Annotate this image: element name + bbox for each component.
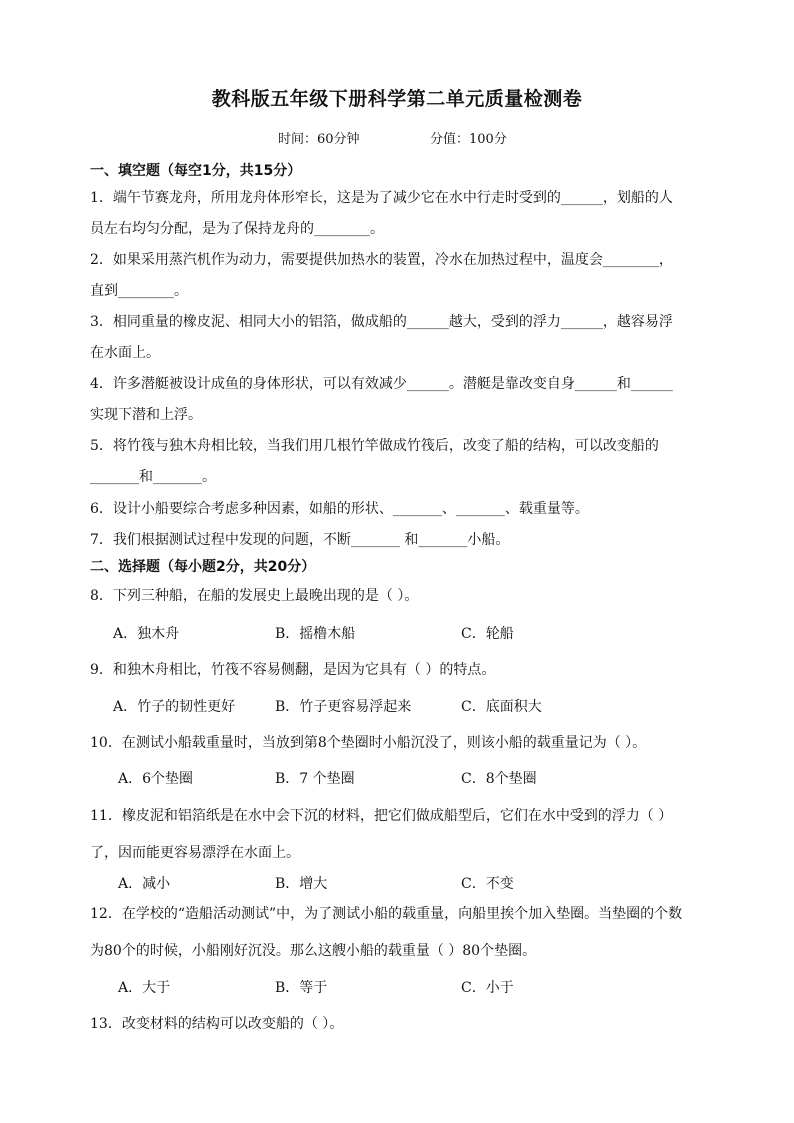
question-line: 直到________。 — [90, 283, 188, 299]
option-a: A．竹子的韧性更好 — [113, 699, 236, 715]
option-a: A．6个垫圈 — [118, 771, 194, 787]
option-b: B．竹子更容易浮起来 — [275, 699, 412, 715]
option-c: C．8个垫圈 — [461, 771, 537, 787]
question-stem: 10．在测试小船载重量时，当放到第8个垫圈时小船沉没了，则该小船的载重量记为（ ）。 — [90, 735, 647, 751]
question-stem: 11．橡皮泥和铝箔纸是在水中会下沉的材料，把它们做成船型后，它们在水中受到的浮力（ ） — [90, 808, 673, 824]
question-line: _______和_______。 — [90, 469, 216, 485]
exam-score: 分值：100分 — [430, 132, 507, 147]
question-line: 员左右均匀分配，是为了保持龙舟的________。 — [90, 221, 384, 237]
section-heading-fill-blank: 一、填空题（每空1分，共15分） — [90, 163, 302, 179]
exam-time: 时间：60分钟 — [278, 132, 360, 147]
option-c: C．不变 — [461, 876, 514, 892]
option-a: A．大于 — [118, 980, 171, 996]
question-line: 3．相同重量的橡皮泥、相同大小的铝箔，做成船的______越大，受到的浮力______，越容易浮 — [90, 314, 673, 330]
option-b: B．增大 — [275, 876, 328, 892]
option-b: B．等于 — [275, 980, 328, 996]
question-line: 2．如果采用蒸汽机作为动力，需要提供加热水的装置，冷水在加热过程中，温度会________， — [90, 252, 673, 268]
question-stem: 12．在学校的“造船活动测试”中，为了测试小船的载重量，向船里挨个加入垫圈。当垫圈的个数 — [90, 906, 683, 922]
page-title: 教科版五年级下册科学第二单元质量检测卷 — [211, 88, 583, 110]
option-c: C．小于 — [461, 980, 514, 996]
option-b: B．摇橹木船 — [275, 626, 356, 642]
section-heading-choice: 二、选择题（每小题2分，共20分） — [90, 559, 316, 575]
question-stem: 了，因而能更容易漂浮在水面上。 — [90, 845, 300, 861]
question-line: 1．端午节赛龙舟，所用龙舟体形窄长，这是为了减少它在水中行走时受到的______，划船的人 — [90, 190, 673, 206]
option-a: A．减小 — [118, 876, 171, 892]
option-c: C．底面积大 — [461, 699, 542, 715]
option-a: A．独木舟 — [113, 626, 180, 642]
option-b: B．7 个垫圈 — [275, 771, 355, 787]
question-line: 6．设计小船要综合考虑多种因素，如船的形状、_______、_______、载重量等。 — [90, 501, 589, 517]
question-stem: 9．和独木舟相比，竹筏不容易侧翻，是因为它具有（ ）的特点。 — [90, 662, 496, 678]
question-line: 5．将竹筏与独木舟相比较，当我们用几根竹竿做成竹筏后，改变了船的结构，可以改变船的 — [90, 438, 659, 454]
option-c: C．轮船 — [461, 626, 514, 642]
question-line: 4．许多潜艇被设计成鱼的身体形状，可以有效减少______。潜艇是靠改变自身______和______ — [90, 376, 673, 392]
question-stem: 8．下列三种船，在船的发展史上最晚出现的是（ ）。 — [90, 588, 419, 604]
question-stem: 13．改变材料的结构可以改变船的（ ）。 — [90, 1016, 344, 1032]
question-line: 实现下潜和上浮。 — [90, 407, 202, 423]
question-stem: 为80个的时候，小船刚好沉没。那么这艘小船的载重量（ ）80个垫圈。 — [90, 943, 537, 959]
question-line: 7．我们根据测试过程中发现的问题，不断_______ 和_______小船。 — [90, 532, 510, 548]
question-line: 在水面上。 — [90, 345, 160, 361]
